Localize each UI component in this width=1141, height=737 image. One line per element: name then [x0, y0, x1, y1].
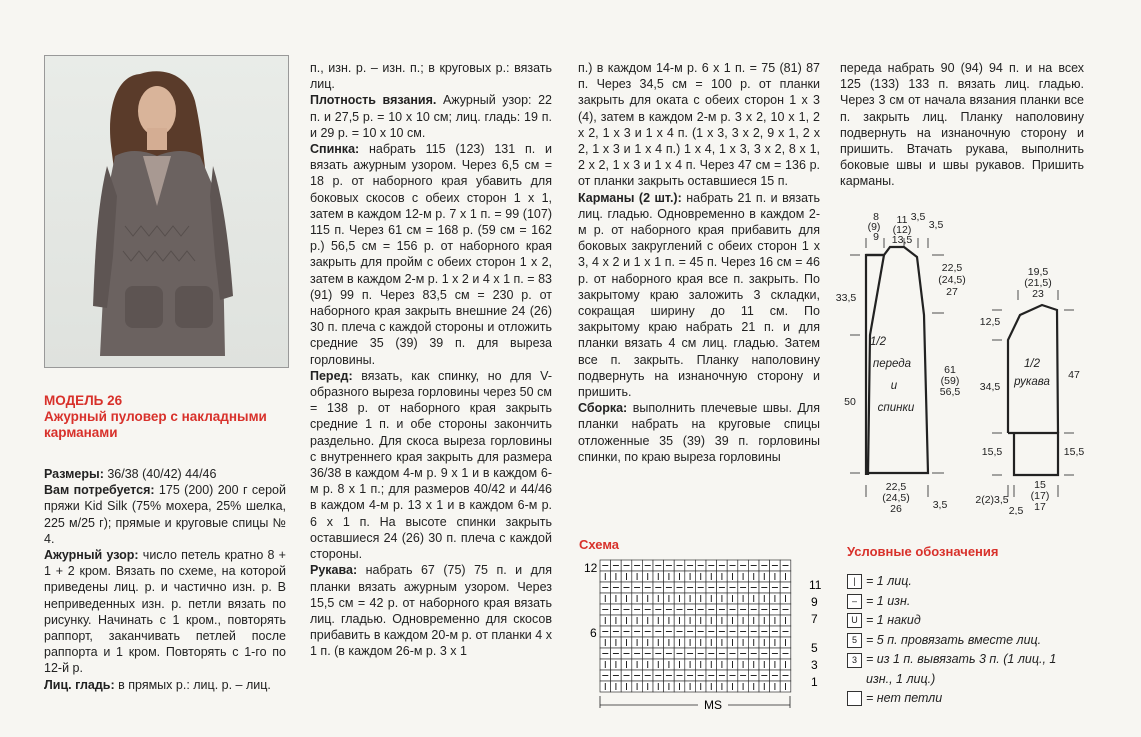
front-side-2: (59) — [940, 375, 960, 387]
front-bottom-1: 22,5 — [885, 481, 907, 493]
row-label-12: 12 — [584, 561, 598, 575]
front-armhole: 33,5 — [835, 292, 857, 304]
col1-paragraph — [44, 547, 286, 677]
front-label-1: 1/2 — [870, 336, 886, 348]
paragraph-text: набрать 115 (123) 131 п. и вязать ажурным узором. Через 6,5 см = 18 р. от наборного края убавить для боковых скосов с обеих сторон 1 х 1, затем в каждом 12-м р. 7 х 1 п. = 99 (107) 115 п. Через 61 см = 168 р. (59 см = 162 р.) 56,5 см = 156 р. от наборного края закрыть для пройм с обеих сторон 1 х 2, затем в каждом 2-м р. 1 х 2 и 4 х 1 п. = 83 (91) 99 п. Через 83,5 см = 230 р. от наборного края закрыть внешние 24 (26) 30 п. плеча с каждой стороны и отложить средние 35 (39) 39 п. для выреза горловины. — [310, 142, 552, 367]
sleeve-top-1: 19,5 — [1027, 266, 1049, 278]
garment-pattern-diagram — [832, 205, 1092, 515]
front-top-a-1: 8 — [873, 211, 879, 223]
model-photo — [44, 55, 289, 368]
sweater-illustration — [45, 56, 288, 367]
paragraph-text: набрать 21 п. и вязать лиц. гладью. Одновременно в каждом 2-м р. от наборного края прибавить для боковых закруглений с обеих сторон 1 х 3, 4 х 2 и 1 х 1 п. = 45 п. Через 16 см = 46 р. от наборного края все п. закрыть. По закрытому краю заложить 3 складки, сокращая ширину до 11 см. По закрытому краю набрать 21 п. и для планки вязать 4 см лиц. гладью. Затем все п. закрыть. Планку наполовину подвернуть на изнаночную сторону и пришить. — [578, 190, 820, 400]
col1-paragraph — [44, 482, 286, 547]
col3-paragraph — [578, 190, 820, 401]
legend-title: Условные обозначения — [847, 544, 999, 559]
knit-symbol-icon: | — [847, 574, 862, 589]
purl-symbol-icon: – — [847, 594, 862, 609]
sleeve-cuff-left: 15,5 — [981, 446, 1003, 458]
sleeve-label-2: рукава — [1014, 376, 1050, 388]
paragraph-text: переда набрать 90 (94) 94 п. и на всех 125 (133) 133 п. вязать лиц. гладью. Через 3 см от начала вязания планки все п. закрыть лиц. Планку наполовину подвернуть на изнаночную сторону и пришить. Втачать рукава, выполнить боковые швы и швы рукавов. Пришить карманы. — [840, 61, 1084, 189]
front-total: 50 — [844, 396, 856, 408]
decrease-symbol-icon: 5 — [847, 633, 862, 648]
model-number: МОДЕЛЬ 26 — [44, 393, 123, 408]
paragraph-heading: Рукава: — [310, 563, 358, 578]
sleeve-bottom-1: 15 — [1034, 479, 1046, 491]
model-heading — [44, 393, 294, 441]
sleeve-cap: 12,5 — [979, 316, 1001, 328]
sleeve-top-2: (21,5) — [1024, 277, 1052, 289]
front-shoulder-2: (24,5) — [938, 274, 966, 286]
paragraph-heading: Плотность вязания. — [310, 93, 437, 108]
front-top-c: 3,5 — [910, 211, 926, 223]
paragraph-heading: Спинка: — [310, 142, 360, 157]
paragraph-text: п., изн. р. – изн. п.; в круговых р.: вязать лиц. — [310, 61, 552, 92]
front-side-1: 61 — [944, 364, 956, 376]
col3-paragraph — [578, 60, 820, 190]
paragraph-heading: Ажурный узор: — [44, 548, 139, 563]
sleeve-label-1: 1/2 — [1024, 358, 1040, 370]
front-top-b-3: 13,5 — [891, 234, 913, 246]
text-column-2 — [310, 60, 552, 660]
row-label-3: 3 — [811, 658, 818, 672]
text-column-4 — [840, 60, 1084, 190]
sleeve-piece — [1008, 305, 1058, 475]
repeat-label: MS — [704, 698, 722, 712]
paragraph-text: набрать 67 (75) 75 п. и для планки вязать ажурным узором. Через 15,5 см = 42 р. от наборного края вязать лиц. гладью. Одновременно для скосов прибавить в каждом 20-м р. от планки 4 х 1 п. (в каждом 26-м р. 3 х 1 — [310, 563, 552, 659]
col4-paragraph — [840, 60, 1084, 190]
sleeve-length: 34,5 — [979, 381, 1001, 393]
front-shoulder-1: 22,5 — [941, 262, 963, 274]
row-label-5: 5 — [811, 641, 818, 655]
col3-paragraph — [578, 400, 820, 465]
front-top-b-1: 11 — [896, 214, 908, 226]
paragraph-text: число петель кратно 8 + 1 + 2 кром. Вязать по схеме, на которой приведены лиц. р. и частично изн. р. В неприведенных изн. р. петли вязать по рисунку. Начинать с 1 кром., повторять раппорт, заканчивать петлей после раппорта и 1 кром. Повторять с 1-го по 12-й р. — [44, 548, 286, 676]
front-shoulder-3: 27 — [946, 286, 958, 298]
paragraph-heading: Сборка: — [578, 401, 628, 416]
front-top-a-2: (9) — [867, 221, 881, 233]
paragraph-text: 36/38 (40/42) 44/46 — [103, 467, 217, 481]
model-title: Ажурный пуловер с накладными карманами — [44, 409, 267, 440]
text-column-1 — [44, 466, 286, 693]
front-top-a-3: 9 — [873, 231, 879, 243]
front-top-c-2: 3,5 — [928, 219, 944, 231]
front-side-3: 56,5 — [939, 386, 961, 398]
row-label-9: 9 — [811, 595, 818, 609]
paragraph-text: в прямых р.: лиц. р. – лиц. — [114, 677, 271, 692]
schema-title: Схема — [579, 537, 620, 552]
legend-item-no-stitch: = нет петли — [847, 689, 1107, 709]
legend-item-purl: – = 1 изн. — [847, 592, 1107, 612]
front-label-2: переда — [872, 358, 912, 370]
col2-paragraph — [310, 92, 552, 141]
sleeve-cuff-right: 15,5 — [1063, 446, 1085, 458]
sleeve-bottom-3: 17 — [1034, 501, 1046, 513]
legend-item-decrease: 5 = 5 п. провязать вместе лиц. — [847, 631, 1107, 651]
increase-symbol-icon: 3 — [847, 653, 862, 668]
legend-item-increase: 3 = из 1 п. вывязать 3 п. (1 лиц., 1 изн., 1 лиц.) — [847, 650, 1107, 689]
row-label-7: 7 — [811, 612, 818, 626]
paragraph-text: вязать, как спинку, но для V-образного выреза горловины через 50 см = 138 р. от наборного края закрыть средние 1 п. и обе стороны закончить раздельно. Для скоса выреза горловины с внутреннего края закрыть для размера 36/38 в каждом 4-м р. 9 х 1 и в каждом 6-м р. 8 х 1 п.; для размеров 40/42 и 44/46 в каждом 4-м р. 13 х 1 и в каждом 6-м р. 6 х 1 п. На высоте спинки закрыть оставшиеся 24 (26) 30 п. плеча с каждой стороны. — [310, 368, 552, 562]
front-bottom-3: 26 — [890, 503, 902, 515]
col1-paragraph — [44, 677, 286, 693]
yarnover-symbol-icon: U — [847, 613, 862, 628]
sleeve-bottom-mid: 2,5 — [1008, 505, 1024, 515]
front-top-b-2: (12) — [892, 224, 912, 236]
col2-paragraph — [310, 60, 552, 92]
row-label-1: 1 — [811, 675, 818, 689]
front-bottom-right: 3,5 — [932, 499, 948, 511]
col2-paragraph — [310, 562, 552, 659]
paragraph-text: 175 (200) 200 г серой пряжи Kid Silk (75% мохера, 25% шелка, 225 м/25 г); прямые и круговые спицы № 4. — [44, 483, 286, 546]
col2-paragraph — [310, 141, 552, 368]
legend-item-yarnover: U = 1 накид — [847, 611, 1107, 631]
sleeve-bottom-left: 2(2)3,5 — [975, 494, 1009, 506]
front-bottom-2: (24,5) — [882, 492, 910, 504]
text-column-3 — [578, 60, 820, 465]
legend — [847, 572, 1107, 709]
sleeve-bottom-2: (17) — [1030, 490, 1050, 502]
sleeve-top-3: 23 — [1032, 288, 1044, 300]
no-stitch-symbol-icon — [847, 691, 862, 706]
stitch-chart — [578, 558, 828, 716]
paragraph-heading: Перед: — [310, 368, 353, 383]
front-label-4: спинки — [877, 402, 915, 414]
front-label-3: и — [890, 380, 898, 392]
paragraph-heading: Вам потребуется: — [44, 483, 155, 498]
paragraph-heading: Размеры: — [44, 467, 104, 481]
paragraph-heading: Лиц. гладь: — [44, 677, 115, 692]
paragraph-text: выполнить плечевые швы. Для планки набрать на круговые спицы отложенные 35 (39) 39 п. горловины спинки, по краю выреза горловины — [578, 401, 820, 464]
row-label-11: 11 — [809, 578, 822, 592]
row-label-6: 6 — [590, 626, 597, 640]
col1-paragraph — [44, 466, 286, 482]
paragraph-text: п.) в каждом 14-м р. 6 х 1 п. = 75 (81) 87 п. Через 34,5 см = 100 р. от планки закрыть для оката с обеих сторон 1 х 3 (4), затем в каждом 2-м р. 3 х 2, 10 х 1, 2 х 2, 1 х 3 и 1 х 4 п. (1 х 3, 3 х 2, 9 х 1, 2 х 2, 1 х 3 и 1 х 4 п.) 1 х 4, 1 х 3, 3 х 2, 8 х 1, 2 х 2, 1 х 3 и 1 х 4 п. Через 47 см = 136 р. от планки закрыть оставшиеся 15 п. — [578, 61, 820, 189]
paragraph-heading: Карманы (2 шт.): — [578, 190, 682, 205]
col2-paragraph — [310, 368, 552, 562]
legend-item-knit: | = 1 лиц. — [847, 572, 1107, 592]
paragraph-text: Ажурный узор: 22 п. и 27,5 р. = 10 х 10 см; лиц. гладь: 19 п. и 29 р. = 10 х 10 см. — [310, 93, 552, 140]
sleeve-total: 47 — [1068, 369, 1080, 381]
